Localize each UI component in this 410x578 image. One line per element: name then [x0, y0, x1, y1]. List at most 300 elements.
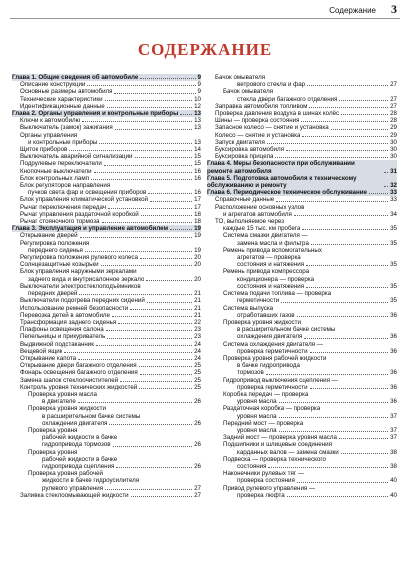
toc-entry-title: Основные размеры автомобиля [20, 88, 113, 96]
toc-entry-title: Колесо — снятие и установка [215, 131, 301, 139]
toc-entry-title: Буксировка автомобиля [215, 146, 284, 154]
toc-entry [12, 326, 201, 333]
toc-entry [12, 168, 201, 175]
toc-page-number: 36 [390, 369, 397, 377]
toc-entry [12, 413, 201, 420]
toc-page-number: 15 [194, 160, 201, 168]
toc-page-number: 27 [390, 81, 397, 89]
toc-entry-title: охлаждения двигателя [237, 333, 303, 341]
toc-entry [12, 341, 201, 348]
toc-entry [12, 240, 201, 247]
toc-entry [12, 427, 201, 434]
toc-entry-title: ветрового стекла и фар [237, 81, 306, 89]
toc-dot-leader [64, 352, 192, 353]
toc-entry-title: Регулировка положения [20, 239, 90, 247]
toc-entry [12, 268, 201, 275]
toc-dot-leader [104, 165, 192, 166]
toc-entry [12, 434, 201, 441]
toc-dot-leader [108, 208, 192, 209]
toc-page-number: 15 [194, 153, 201, 161]
toc-page-number: 35 [390, 239, 397, 247]
toc-page-number: 19 [194, 225, 201, 233]
toc-entry-title: уровня масла [237, 398, 277, 406]
toc-page-number: 9 [197, 74, 201, 81]
toc-dot-leader [287, 496, 388, 497]
toc-entry [207, 341, 397, 348]
toc-page-number: 37 [390, 434, 397, 442]
toc-entry-title: Описание конструкции [20, 81, 86, 89]
toc-entry [12, 319, 201, 326]
toc-entry-title: Открывание дверей [20, 232, 78, 240]
toc-entry-title: Блок управления наружными зеркалами [20, 268, 137, 276]
toc-entry-title: Замена шапок стеклоочистителей [20, 376, 119, 384]
toc-entry-title: Глава 1. Общие сведения об автомобиле [12, 74, 139, 81]
toc-entry-title: передних дверей [28, 290, 78, 298]
toc-entry-title: Трансформация заднего сиденья [20, 318, 117, 326]
toc-page-number: 19 [194, 246, 201, 254]
toc-entry-title: кондиционера — проверка [237, 275, 315, 283]
toc-page-number: 26 [194, 419, 201, 427]
toc-entry [207, 413, 397, 420]
toc-dot-leader [79, 294, 192, 295]
toc-entry [12, 204, 201, 211]
toc-entry [12, 348, 201, 355]
toc-entry-title: Контроль уровня технических жидкостей [20, 383, 138, 391]
toc-page-number: 20 [194, 254, 201, 262]
toc-dot-leader [297, 316, 389, 317]
toc-dot-leader [139, 388, 192, 389]
toc-entry [207, 103, 397, 110]
toc-entry [12, 492, 201, 499]
toc-entry [12, 312, 201, 319]
toc-entry-title: Открывание двери багажного отделения [20, 362, 137, 370]
toc-entry-title: ТО, выполняемое через [215, 218, 285, 226]
toc-entry-title: Органы управления [20, 131, 78, 139]
toc-entry-title: Расположение основных узлов [215, 203, 305, 211]
toc-page-number: 36 [390, 347, 397, 355]
toc-page-number: 35 [390, 225, 397, 233]
toc-entry-title: Система охлаждения двигателя — [223, 340, 323, 348]
toc-entry-title: уровня масла [237, 412, 277, 420]
toc-dot-leader [331, 129, 388, 130]
toc-dot-leader [69, 150, 192, 151]
toc-entry-title: пучков света фар и освещения приборов [28, 189, 147, 197]
toc-entry-title: Шины — проверка состояния [215, 117, 300, 125]
toc-entry [12, 189, 201, 196]
toc-entry-title: гидропривода сцепления [42, 462, 115, 470]
toc-entry-title: Глава 5. Подготовка автомобиля к техническому обслуживанию и ремонту [207, 174, 357, 190]
toc-entry [12, 160, 201, 167]
toc-entry [207, 377, 397, 384]
toc-dot-leader [294, 215, 388, 216]
toc-entry [207, 117, 397, 124]
toc-entry-title: стекла двери багажного отделения [237, 95, 338, 103]
toc-entry [12, 470, 201, 477]
toc-page-number: 25 [194, 369, 201, 377]
toc-entry-title: Ключи к автомобилю [20, 117, 81, 125]
toc-entry-title: Подвеска — проверка технического [223, 455, 326, 463]
toc-entry-title: Блок регуляторов направления [20, 182, 111, 190]
running-header [0, 0, 410, 20]
toc-entry-title: Пепельницы и прикуриватель [20, 333, 106, 341]
toc-dot-leader [279, 431, 389, 432]
toc-entry [207, 485, 397, 492]
toc-entry [207, 153, 397, 160]
toc-page-number: 27 [194, 491, 201, 499]
toc-entry [207, 232, 397, 239]
toc-entry-title: Гидропривод выключения сцепления — [223, 376, 338, 384]
toc-dot-leader [302, 229, 388, 230]
toc-entry [207, 456, 397, 463]
toc-entry-title: рабочей жидкости в бачке [42, 434, 118, 442]
toc-page-number: 23 [194, 333, 201, 341]
toc-page-number: 35 [390, 261, 397, 269]
toc-entry [207, 369, 397, 376]
toc-page-number: 38 [390, 448, 397, 456]
toc-entry [207, 434, 397, 441]
toc-entry [207, 124, 397, 131]
header-rule [10, 18, 400, 19]
toc-page-number: 33 [390, 189, 397, 197]
toc-entry-title: Выключатель аварийной сигнализации [20, 153, 133, 161]
toc-entry-title: и контрольные приборы [28, 138, 98, 146]
toc-page-number: 25 [194, 362, 201, 370]
toc-entry-title: Проверка уровня масла [28, 390, 97, 398]
toc-page-number: 34 [390, 210, 397, 218]
toc-entry [207, 88, 397, 95]
toc-entry [207, 463, 397, 470]
toc-entry-title: Система смазки двигателя — [223, 232, 308, 240]
toc-dot-leader [279, 402, 389, 403]
toc-dot-leader [148, 193, 192, 194]
toc-entry-title: в расширительном бачке системы [42, 412, 141, 420]
toc-entry [12, 139, 201, 146]
toc-dot-leader [384, 186, 388, 187]
toc-entry [12, 305, 201, 312]
toc-dot-leader [112, 316, 192, 317]
toc-dot-leader [106, 330, 192, 331]
toc-entry [12, 283, 201, 290]
toc-dot-leader [146, 280, 192, 281]
toc-page-number: 21 [194, 311, 201, 319]
toc-entry [12, 117, 201, 124]
toc-entry-title: Бачок омывателя [215, 74, 266, 81]
toc-entry [12, 485, 201, 492]
toc-page-number: 36 [390, 311, 397, 319]
toc-entry-title: Блок управления климатической установкой [20, 196, 148, 204]
toc-entry [12, 384, 201, 391]
toc-page-number: 30 [390, 138, 397, 146]
toc-dot-leader [339, 100, 388, 101]
toc-dot-leader [275, 157, 388, 158]
toc-entry-title: переднего сиденья [28, 246, 83, 254]
toc-entry-title: Вещевой ящик [20, 347, 63, 355]
toc-dot-leader [107, 338, 192, 339]
toc-entry [12, 211, 201, 218]
toc-entry-title: Проверка уровня рабочей [28, 470, 103, 478]
running-header-title: Содержание [329, 6, 376, 15]
toc-entry [207, 449, 397, 456]
toc-entry-title: охлаждения двигателя [42, 419, 108, 427]
toc-entry-title: Заливка стеклоомывающей жидкости [20, 491, 129, 499]
toc-entry [207, 297, 397, 304]
toc-entry-title: жидкости в бачке гидроусилителя [42, 477, 140, 485]
toc-entry-title: проверка состояния [237, 477, 295, 485]
toc-entry [12, 132, 201, 139]
toc-entry [12, 398, 201, 405]
toc-page-number: 20 [194, 275, 201, 283]
toc-page-number: 13 [194, 110, 201, 118]
toc-entry [207, 405, 397, 412]
toc-page-number: 26 [194, 462, 201, 470]
toc-entry-title: Регулировка положения рулевого колеса [20, 254, 138, 262]
toc-entry [207, 290, 397, 297]
toc-entry [207, 441, 397, 448]
toc-entry [12, 232, 201, 239]
toc-entry-title: замена масла и фильтра [237, 239, 309, 247]
toc-dot-leader [78, 359, 192, 360]
toc-entry-title: Справочные данные [215, 196, 275, 204]
toc-entry-title: Выключатели электростеклоподъёмников [20, 282, 141, 290]
toc-dot-leader [101, 265, 193, 266]
toc-dot-leader [268, 467, 388, 468]
toc-entry [12, 290, 201, 297]
toc-entry-title: Проверка давления воздуха в шинах колёс [215, 110, 340, 118]
toc-page-number: 24 [194, 354, 201, 362]
toc-entry [12, 81, 201, 88]
toc-dot-leader [141, 215, 192, 216]
toc-page-number: 37 [390, 412, 397, 420]
toc-entry-title: Проверка уровня жидкости [28, 405, 106, 413]
toc-entry-title: Плафоны освещения салона [20, 326, 104, 334]
toc-entry [12, 449, 201, 456]
toc-page-number: 27 [390, 95, 397, 103]
toc-entry [12, 333, 201, 340]
toc-entry [207, 74, 397, 81]
toc-page-number: 36 [390, 383, 397, 391]
toc-page-number: 35 [390, 297, 397, 305]
toc-entry [207, 384, 397, 391]
toc-dot-leader [91, 179, 192, 180]
toc-dot-leader [78, 402, 192, 403]
toc-entry [207, 305, 397, 312]
toc-entry-title: проверка герметичности [237, 383, 308, 391]
toc-entry-title: Использование ремней безопасности [20, 304, 129, 312]
toc-entry [12, 175, 201, 182]
toc-entry [12, 477, 201, 484]
toc-entry-title: Солнцезащитные козырьки [20, 261, 99, 269]
toc-entry [207, 492, 397, 499]
toc-page-number: 22 [194, 318, 201, 326]
toc-entry-title: Задний мост — проверка уровня масла [223, 434, 337, 442]
toc-entry [12, 377, 201, 384]
toc-entry [12, 153, 201, 160]
toc-entry [12, 96, 201, 103]
toc-page-number: 12 [194, 102, 201, 110]
toc-chapter-heading [207, 175, 397, 189]
toc-dot-leader [80, 237, 193, 238]
toc-dot-leader [302, 136, 388, 137]
toc-entry-title: Проверка уровня [28, 448, 78, 456]
toc-page-number: 29 [390, 131, 397, 139]
toc-entry [12, 146, 201, 153]
toc-entry-title: состояния и натяжения [237, 282, 305, 290]
toc-left-column [12, 74, 201, 499]
toc-page-number: 36 [390, 333, 397, 341]
toc-page-number: 9 [197, 81, 201, 89]
toc-page-number: 28 [390, 110, 397, 118]
toc-entry-title: карданных валов — замена смазки [237, 448, 339, 456]
toc-page-number: 33 [390, 196, 397, 204]
toc-entry [12, 441, 201, 448]
toc-entry-title: Кнопочные выключатели [20, 167, 92, 175]
toc-entry [207, 427, 397, 434]
toc-chapter-heading [207, 160, 397, 174]
toc-entry-title: Фонарь освещения багажного отделения [20, 369, 138, 377]
toc-entry [12, 369, 201, 376]
toc-dot-leader [306, 265, 388, 266]
toc-page-number: 25 [194, 376, 201, 384]
toc-dot-leader [281, 302, 388, 303]
toc-chapter-heading [12, 225, 201, 232]
toc-entry-title: Глава 4. Меры безопасности при обслуживании ремонте автомобиля [207, 160, 355, 175]
toc-dot-leader [131, 496, 192, 497]
toc-entry [12, 103, 201, 110]
toc-entry-title: каждые 15 тыс. км пробега [223, 225, 301, 233]
toc-entry [12, 297, 201, 304]
toc-entry [12, 355, 201, 362]
toc-entry [207, 398, 397, 405]
toc-entry [12, 456, 201, 463]
toc-dot-leader [341, 114, 388, 115]
toc-entry-title: заднего вида и внутрисалонное зеркало [28, 275, 145, 283]
toc-entry-title: Привод рулевого управления — [223, 484, 316, 492]
toc-page-number: 21 [194, 290, 201, 298]
toc-page-number: 17 [194, 196, 201, 204]
toc-entry [207, 276, 397, 283]
toc-entry-title: Щиток приборов [20, 146, 68, 154]
toc-dot-leader [311, 244, 388, 245]
toc-dot-leader [297, 482, 388, 483]
toc-page-number: 18 [194, 218, 201, 226]
toc-entry [207, 225, 397, 232]
toc-entry-title: Открывание капота [20, 354, 77, 362]
toc-dot-leader [107, 107, 192, 108]
toc-dot-leader [369, 193, 388, 194]
toc-entry-title: проверка люфта [237, 491, 285, 499]
toc-entry-title: уровня масла [237, 426, 277, 434]
toc-entry-title: в бачке гидропривода [237, 362, 300, 370]
toc-page-number: 30 [390, 153, 397, 161]
toc-entry-title: состояния [237, 462, 267, 470]
toc-page-number: 29 [390, 124, 397, 132]
toc-entry-title: Рычаг стояночного тормоза [20, 218, 100, 226]
toc-entry-title: Перевозка детей в автомобиле [20, 311, 110, 319]
toc-entry [207, 196, 397, 203]
toc-dot-leader [140, 374, 192, 375]
toc-dot-leader [139, 366, 193, 367]
toc-page-number: 18 [194, 210, 201, 218]
toc-entry-title: Ремень привода вспомогательных [223, 246, 322, 254]
toc-entry [207, 81, 397, 88]
toc-entry [207, 247, 397, 254]
toc-entry [207, 211, 397, 218]
toc-dot-leader [180, 114, 192, 115]
toc-page-number: 17 [194, 203, 201, 211]
toc-entry [12, 463, 201, 470]
toc-entry-title: Раздаточная коробка — проверка [223, 405, 321, 413]
toc-dot-leader [130, 309, 192, 310]
page-number: 3 [391, 2, 397, 16]
toc-dot-leader [306, 287, 388, 288]
toc-entry-title: Запасное колесо — снятие и установка [215, 124, 329, 132]
toc-dot-leader [341, 453, 388, 454]
toc-entry-title: отработавших газов [237, 311, 295, 319]
toc-entry-title: проверка герметичности [237, 347, 308, 355]
toc-entry-title: Глава 2. Органы управления и контрольные приборы [12, 110, 179, 118]
toc-entry [207, 348, 397, 355]
toc-page-number: 40 [390, 477, 397, 485]
toc-page-number: 16 [194, 174, 201, 182]
toc-dot-leader [85, 251, 192, 252]
toc-entry-title: Идентификационные данные [20, 102, 105, 110]
toc-entry-title: Проверка уровня рабочей жидкости [223, 354, 327, 362]
toc-dot-leader [94, 172, 193, 173]
toc-entry-title: Рычаг управления раздаточной коробкой [20, 210, 139, 218]
toc-dot-leader [339, 438, 388, 439]
toc-dot-leader [96, 345, 192, 346]
toc-page-number: 21 [194, 304, 201, 312]
toc-page-number: 13 [194, 124, 201, 132]
toc-entry [207, 268, 397, 275]
toc-page-number: 10 [194, 95, 201, 103]
toc-dot-leader [276, 201, 388, 202]
toc-entry [207, 240, 397, 247]
toc-entry-title: гидропривода тормозов [42, 441, 111, 449]
toc-dot-leader [140, 78, 195, 79]
toc-entry-title: Система подачи топлива — проверка [223, 290, 332, 298]
toc-entry [12, 196, 201, 203]
toc-page-number: 19 [194, 232, 201, 240]
toc-entry [12, 247, 201, 254]
toc-dot-leader [118, 323, 192, 324]
toc-entry [207, 139, 397, 146]
toc-entry-title: Проверка уровня жидкости [223, 318, 301, 326]
toc-entry [207, 312, 397, 319]
toc-entry-title: Технические характеристики [20, 95, 103, 103]
toc-page-number: 32 [390, 182, 397, 190]
toc-entry-title: Проверка уровня [28, 426, 78, 434]
toc-dot-leader [307, 85, 388, 86]
toc-page-number: 31 [390, 167, 397, 175]
toc-entry-title: Глава 3. Эксплуатация и управление автомобилем [12, 225, 169, 233]
toc-dot-leader [309, 107, 388, 108]
toc-dot-leader [116, 467, 192, 468]
toc-entry-title: в двигателе [42, 398, 76, 406]
toc-page-number: 14 [194, 146, 201, 154]
toc-entry-title: Система выпуска [223, 304, 274, 312]
toc-entry-title: состояния и натяжения [237, 261, 305, 269]
toc-dot-leader [301, 121, 388, 122]
toc-entry [207, 355, 397, 362]
toc-entry-title: Глава 6. Периодическое техническое обслуживание [207, 189, 367, 197]
toc-page-number: 13 [194, 117, 201, 125]
toc-entry [207, 110, 397, 117]
toc-entry [207, 132, 397, 139]
toc-entry-title: Ремень привода компрессора [223, 268, 310, 276]
toc-page-number: 27 [194, 484, 201, 492]
toc-entry-title: Подшипники и шлицевые соединения [223, 441, 332, 449]
